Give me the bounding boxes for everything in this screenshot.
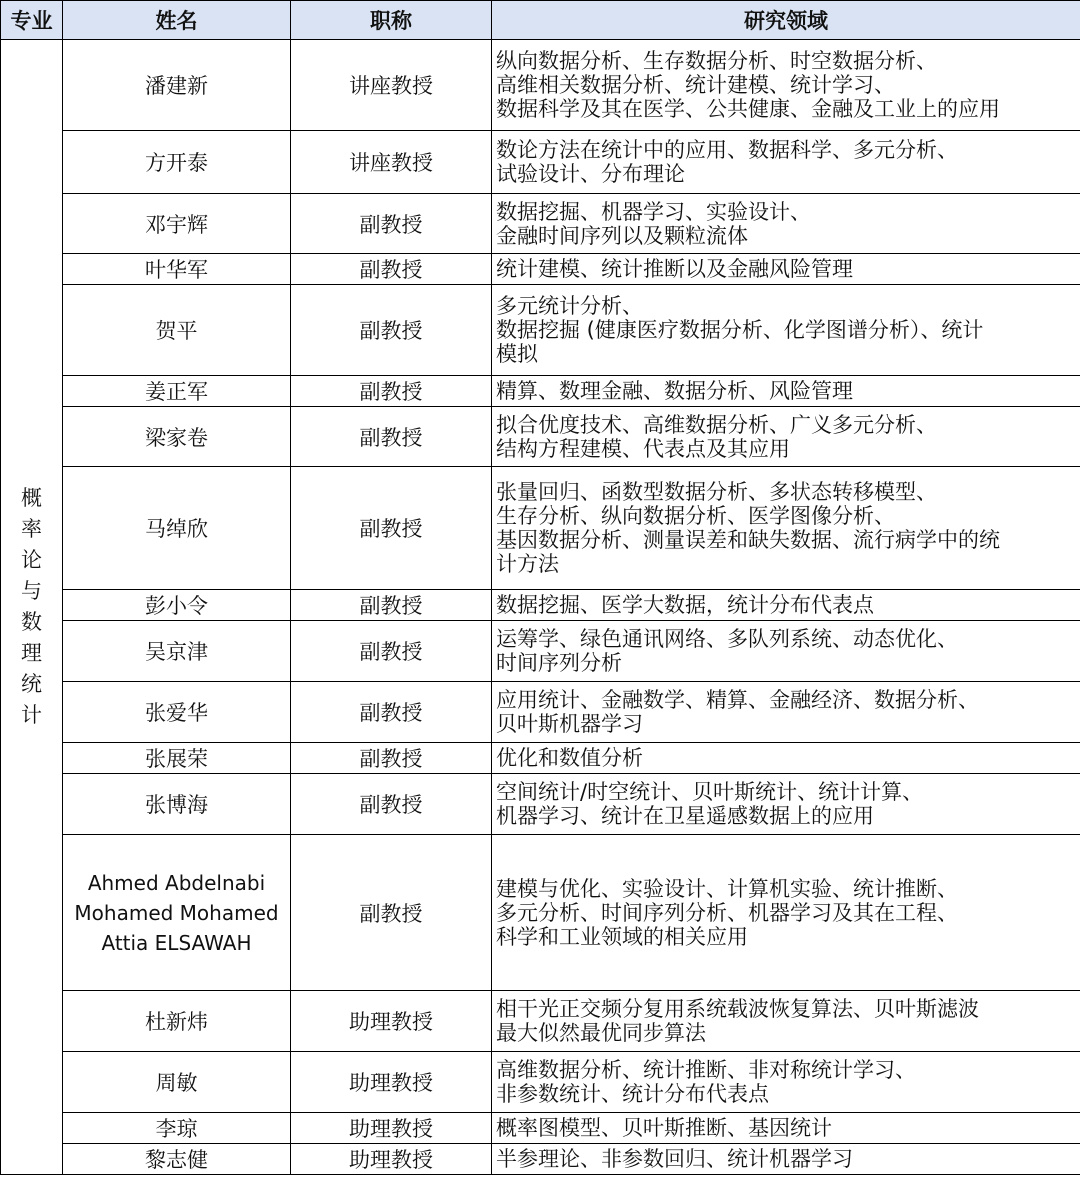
table-row [1, 621, 1080, 682]
faculty-name: 姜正军 [63, 376, 291, 407]
table-row [1, 194, 1080, 254]
research-area-line: 多元分析、时间序列分析、机器学习及其在工程、 [496, 900, 958, 925]
research-area-line: 数据挖掘、机器学习、实验设计、 [496, 199, 811, 224]
faculty-title: 讲座教授 [291, 131, 492, 194]
research-area-line: 多元统计分析、 [496, 294, 643, 318]
faculty-title: 助理教授 [291, 1144, 492, 1175]
research-area-line: 应用统计、金融数学、精算、金融经济、数据分析、 [496, 688, 979, 712]
faculty-name: 张展荣 [63, 743, 291, 774]
faculty-title: 副教授 [291, 285, 492, 376]
faculty-title: 副教授 [291, 376, 492, 407]
faculty-name: 吴京津 [63, 621, 291, 682]
table-row [1, 590, 1080, 621]
research-area [492, 40, 1080, 131]
research-area-line: 数论方法在统计中的应用、数据科学、多元分析、 [496, 138, 958, 162]
table-row [1, 835, 1080, 991]
table-row [1, 682, 1080, 743]
research-area [492, 835, 1080, 991]
research-area-line: 科学和工业领域的相关应用 [496, 924, 748, 949]
faculty-name: 方开泰 [63, 131, 291, 194]
faculty-title: 副教授 [291, 467, 492, 590]
research-area-line: 贝叶斯机器学习 [496, 712, 643, 736]
research-area-line: 高维相关数据分析、统计建模、统计学习、 [496, 73, 895, 97]
faculty-name: 张爱华 [63, 682, 291, 743]
faculty-name: 梁家卷 [63, 407, 291, 467]
research-area-line: 试验设计、分布理论 [496, 162, 685, 186]
faculty-title: 助理教授 [291, 991, 492, 1052]
faculty-title: 副教授 [291, 621, 492, 682]
research-area-line: 张量回归、函数型数据分析、多状态转移模型、 [496, 480, 937, 504]
research-area-line: 模拟 [496, 342, 538, 366]
research-area-line: 相干光正交频分复用系统载波恢复算法、贝叶斯滤波 [496, 997, 979, 1021]
faculty-name: 彭小令 [63, 590, 291, 621]
table-row [1, 254, 1080, 285]
research-area [492, 774, 1080, 835]
research-area-line: 基因数据分析、测量误差和缺失数据、流行病学中的统 [496, 528, 1000, 552]
research-area-line: 空间统计/时空统计、贝叶斯统计、统计计算、 [496, 780, 924, 804]
research-area-line: 纵向数据分析、生存数据分析、时空数据分析、 [496, 49, 937, 73]
research-area-line: 金融时间序列以及颗粒流体 [496, 223, 748, 248]
research-area-line: 生存分析、纵向数据分析、医学图像分析、 [496, 504, 895, 528]
major-cell [1, 40, 63, 1175]
table-row [1, 1113, 1080, 1144]
research-area-line: 结构方程建模、代表点及其应用 [496, 436, 790, 461]
research-area-line: 运筹学、绿色通讯网络、多队列系统、动态优化、 [496, 627, 958, 651]
research-area [492, 254, 1080, 285]
table-row [1, 407, 1080, 467]
faculty-name: 张博海 [63, 774, 291, 835]
faculty-name: 黎志健 [63, 1144, 291, 1175]
faculty-name: 叶华军 [63, 254, 291, 285]
faculty-name: 马绰欣 [63, 467, 291, 590]
table-row [1, 285, 1080, 376]
table-row [1, 1052, 1080, 1113]
research-area-line: 机器学习、统计在卫星遥感数据上的应用 [496, 804, 874, 828]
header-name: 姓名 [63, 1, 291, 40]
faculty-name: 贺平 [63, 285, 291, 376]
research-area [492, 407, 1080, 467]
research-area [492, 682, 1080, 743]
table-body [1, 40, 1080, 1175]
research-area-line: 非参数统计、统计分布代表点 [496, 1082, 769, 1106]
research-area-line: 建模与优化、实验设计、计算机实验、统计推断、 [496, 876, 958, 901]
table-row [1, 131, 1080, 194]
research-area [492, 194, 1080, 254]
research-area-line: 计方法 [496, 552, 559, 576]
research-area [492, 991, 1080, 1052]
faculty-title: 副教授 [291, 682, 492, 743]
research-area-line: 优化和数值分析 [496, 746, 643, 770]
research-area-line: 概率图模型、贝叶斯推断、基因统计 [496, 1116, 832, 1140]
research-area [492, 621, 1080, 682]
faculty-title: 副教授 [291, 194, 492, 254]
faculty-name: 潘建新 [63, 40, 291, 131]
research-area-line: 半参理论、非参数回归、统计机器学习 [496, 1147, 853, 1171]
research-area [492, 376, 1080, 407]
faculty-name: 李琼 [63, 1113, 291, 1144]
research-area [492, 285, 1080, 376]
table-row [1, 467, 1080, 590]
research-area-line: 高维数据分析、统计推断、非对称统计学习、 [496, 1058, 916, 1082]
research-area [492, 467, 1080, 590]
faculty-name: 杜新炜 [63, 991, 291, 1052]
faculty-name: 周敏 [63, 1052, 291, 1113]
header-title: 职称 [291, 1, 492, 40]
research-area [492, 1144, 1080, 1175]
faculty-title: 副教授 [291, 254, 492, 285]
research-area-line: 数据挖掘 (健康医疗数据分析、化学图谱分析）、统计 [496, 318, 984, 342]
research-area-line: 拟合优度技术、高维数据分析、广义多元分析、 [496, 412, 937, 437]
research-area-line: 精算、数理金融、数据分析、风险管理 [496, 379, 853, 403]
research-area [492, 131, 1080, 194]
research-area [492, 1113, 1080, 1144]
faculty-title: 助理教授 [291, 1113, 492, 1144]
faculty-title: 副教授 [291, 407, 492, 467]
table-row [1, 376, 1080, 407]
research-area-line: 时间序列分析 [496, 651, 622, 675]
table-row [1, 743, 1080, 774]
research-area-line: 统计建模、统计推断以及金融风险管理 [496, 257, 853, 281]
research-area-line: 数据科学及其在医学、公共健康、金融及工业上的应用 [496, 97, 1000, 121]
table-row [1, 991, 1080, 1052]
table-row [1, 1144, 1080, 1175]
faculty-name: 邓宇辉 [63, 194, 291, 254]
research-area [492, 743, 1080, 774]
table-row [1, 40, 1080, 131]
table-row [1, 774, 1080, 835]
faculty-title: 副教授 [291, 590, 492, 621]
faculty-title: 副教授 [291, 743, 492, 774]
header-row [1, 1, 1080, 40]
faculty-title: 副教授 [291, 774, 492, 835]
faculty-title: 助理教授 [291, 1052, 492, 1113]
research-area [492, 590, 1080, 621]
header-area: 研究领域 [492, 1, 1080, 40]
faculty-name: Ahmed Abdelnabi Mohamed Mohamed Attia ELSAWAH [63, 835, 291, 991]
research-area [492, 1052, 1080, 1113]
research-area-line: 最大似然最优同步算法 [496, 1021, 706, 1045]
faculty-title: 副教授 [291, 835, 492, 991]
research-area-line: 数据挖掘、医学大数据，统计分布代表点 [496, 593, 874, 617]
header-major: 专业 [1, 1, 63, 40]
faculty-title: 讲座教授 [291, 40, 492, 131]
major-label: 概率论与数理统计 [21, 486, 42, 727]
